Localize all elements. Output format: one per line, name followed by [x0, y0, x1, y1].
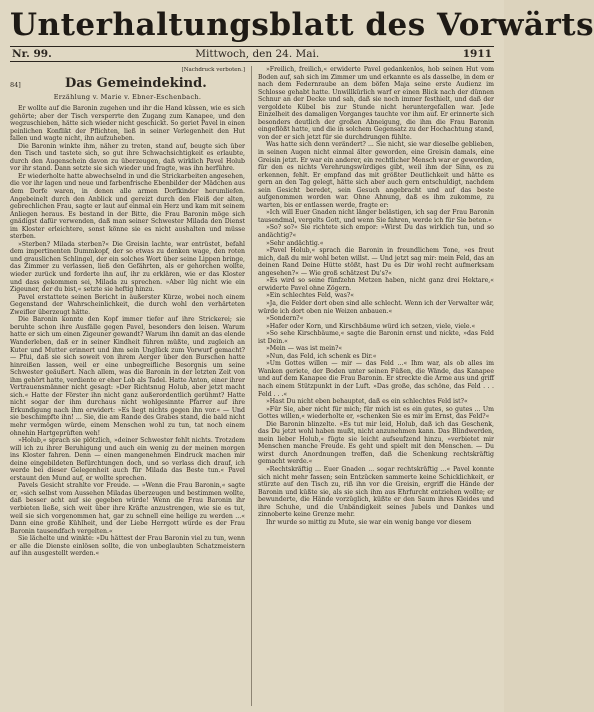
paragraph: Er wollte auf die Baronin zugehen und ihr die Hand küssen, wie es sich gehörte; aber der Tisch versperrte den Zugang zum Kanapee, und den wegzuschieben, hätte sich wieder nicht geschickt. So geriet Pavel in einen peinlichen Konflikt der Pflichten, ließ in seiner Verlegenheit den Hut fallen und wagte nicht, ihn aufzuheben.: [10, 105, 245, 143]
right-column: [252, 66, 494, 706]
paragraph: »So? so?« Sie richtete sich empor: »Wirst Du das wirklich tun, und so andächtig?«: [258, 224, 494, 240]
paragraph: Pavel erstattete seinen Bericht in äußerster Kürze, wobei noch einem Gegenstand der Wahrscheinlichkeit, die durch wohl den verhärteten Zweifler überzeugt hätte.: [10, 293, 245, 316]
paragraph: »Ein schlechtes Feld, was?«: [266, 292, 354, 300]
paragraph: »Hast Du nicht eben behauptet, daß es ein schlechtes Feld ist?«: [266, 398, 468, 406]
story-subtitle: Erzählung v. Marie v. Ebner-Eschenbach.: [53, 93, 202, 101]
paragraph: »Nun, das Feld, ich schenk es Dir.«: [266, 352, 377, 360]
left-column: [10, 66, 252, 706]
story-title: Das Gemeindekind.: [65, 76, 207, 91]
paragraph: »Sterben? Milada sterben?« Die Greisin lachte, war entrüstet, befahl dem impertinenten Dummkopf, der so etwas zu denken wage, den roten und grauslichen Schlingel, der ein solches Wort über seine Lippen bringe, das Zimmer zu verlassen, ließ den Gefährten, als er gehorchen wollte, wieder zurück und forderte ihn auf, ihr zu erklären, wie er das Kloster und dass gekommen sei, Milada zu sprechen. »Aber lüg nicht wie ein Zigeuner, der du bist,« setzte sie heftig hinzu.: [10, 240, 245, 294]
paragraph: »Für Sie, aber nicht für mich; für mich ist es ein gutes, so gutes ... Um Gottes willen,« wiederholte er, »schenken Sie es mir im Ernst, das Feld?«: [258, 405, 494, 421]
paragraph: »Mein — was ist mein?«: [266, 345, 343, 353]
paragraph: Die Baronin blinzelte. »Es tut mir leid, Holub, daß ich das Geschenk, das Du jetzt wohl haben mußt, nicht anzunehmen kann. Das Blindwerden, mein lieber Holub,« fügte sie leicht aufseufzend hinzu, »verbietet mir Menschen manche Freude. Es geht und spielt mit den Menschen. — Du wirst durch Anordnungen treffen, daß die Schenkung rechtskräftig gemacht werde.«: [258, 420, 494, 466]
article-columns: [10, 66, 494, 706]
paragraph: »Hafer oder Korn, und Kirschbäume würd ich setzen, viele, viele.«: [266, 322, 476, 330]
episode-number: 84]: [10, 81, 21, 89]
paragraph: »Pavel Holub,« sprach die Baronin in freundlichem Tone, »es freut mich, daß du mir wohl beten willst. — Und jetzt sag mir: mein Feld, das an deinen Rand Deine Hütte stößt, hast Du es Dir wohl recht aufmerksam angesehen?« — Wie groß schätzest Du's?«: [258, 247, 494, 277]
paragraph: »Ich will Euer Gnaden nicht länger belästigen, ich sag der Frau Baronin tausendmal, vergelts Gott, und wenn Sie fahren, werde ich für Sie beten.«: [258, 209, 494, 224]
reprint-notice: [Nachdruck verboten.]: [181, 67, 245, 73]
paragraph: Was hatte sich denn verändert? ... Sie nicht, sie war dieselbe geblieben, in seinen Augen nicht einmal älter geworden, eine Greisin damals, eine Greisin jetzt. Er war ein anderer, ein rechtlicher Mensch war er geworden, für den es nichts Verehrungswürdiges gibt, weil ihm der Sinn, es zu erkennen, fehlt. Er empfand das mit größter Deutlichkeit und hätte es gern an den Tag gelegt, hätte sich aber auch gern entschuldigt, nachdem sein Gesicht beredet, sein Gesuch angebracht und auf das beste aufgenommen worden war. Ohne Ahnung, daß es ihm zukomme, zu warten, bis er entlassen werde, fragte er:: [258, 141, 494, 209]
paragraph: Er wiederholte hatte abwechselnd in und die Strickarbeiten angesehen, die vor ihr lagen und neue und farbenfrische Ebenbilder der Mädchen aus dem Dorfe waren, in denen alle armen Dorfkinder herumliefen. Angebeinelt durch den Anblick und gereizt durch den Fleiß der alten, gebrechlichen Frau, sagte er laut auf einmal ein Herz und kam mit seinem Anliegen heraus. Es bestand in der Bitte, die Frau Baronin möge sich gnädigst dafür verwenden, daß man seiner Schwester Milada den Dienst im Kloster erleichtere, sonst könne sie es nicht aushalten und müsse sterben.: [10, 172, 245, 241]
paragraph: »So sehe Kirschbäume,« sagte die Baronin ernst und nickte, »das Feld ist Dein.«: [258, 330, 494, 345]
paragraph: »Sondern?«: [266, 315, 304, 323]
issue-year: 1911: [462, 48, 492, 60]
paragraph: Sie lächelte und winkte: »Du hättest der Frau Baronin viel zu tun, wenn er alle die Dienste einlösen sollte, die von unbeglaubten Schatzmeistern auf ihn ausgestellt werden.«: [10, 535, 245, 558]
paragraph: »Sehr andächtig.«: [266, 239, 324, 247]
paragraph: »Um Gottes willen — mir — das Feld ...« Ihm war, als ob alles im Wanken geriete, der Boden unter seinen Füßen, die Wände, das Kanapee und auf dem Kanapee die Frau Baronin. Er streckte die Arme aus und griff nach einem Stützpunkt in der Luft. »Das große, das schöne, das Feld . . . Feld . . .«: [258, 360, 494, 398]
title-row: [10, 76, 245, 92]
issue-number: Nr. 99.: [12, 48, 52, 60]
paragraph: »Freilich, freilich,« erwiderte Pavel gedankenlos, hob seinen Hut vom Boden auf, sah sich im Zimmer um und erkannte es als dasselbe, in dem er nach dem Federnraube an dem böfen Maja seine erste Audienz im Schlosse gehabt hatte. Unwillkürlich warf er einen Blick nach der dünnen Schnur an der Decke und sah, daß sie noch immer festhielt, und daß der vergoldete Kübel bis zur Stunde nicht heruntergefallen war. Jede Einzelheit des damaligen Vorganges tauchte vor ihm auf. Er erinnerte sich besonders deutlich der großen Abneigung, die ihm die Frau Baronin eingeflößt hatte, und die in solchem Gegensatz zu der Hochachtung stand, von der er sich jetzt für sie durchdrungen fühlte.: [258, 66, 495, 141]
paragraph: »Es wird so seine fünfzehn Metzen haben, nicht ganz drei Hektare,« erwiderte Pavel ohne Zögern.: [258, 277, 494, 292]
paragraph: Die Baronin konnte den Kopf immer tiefer auf ihre Strickerei; sie beruhte schon ihre Ausfälle gegen Pavel, besonders den leisen. Warum hatte er sich um einen Zigeuner gewandt? Warum ihn damit an das elende Wanderleben, daß er in seiner Kindheit führen müßte, und zugleich an Kuter und Mutter erinnert und ihm sein Unglück zum Vorwurf gemacht? — Pfui, daß sie sich soweit von ihrem Aerger über den Burschen hatte hinreißen lassen, weil er eine unbegreifliche Besorgnis um seine Schwester geäußert. Nach allem, was die Baronin in der letzten Zeit von ihm gehört hatte, verdiente er eher Lob als Tadel. Hatte Anton, einer ihrer Vertrauensmänner nicht gesagt: »Der Richtsnug Holub, aber jetzt macht sich.« Hatte der Förster ihn nicht ganz außerordentlich gerühmt? Hatte nicht sogar der ihm durchaus nicht wohlgesinnte Pfarrer auf ihre Erkundigung nach ihm erwidert: »Es liegt nichts gegen ihn vor.« — Und sie beschimpfte ihn! ... Sie, die am Rande des Grabes stand, die bald nicht mehr vermögen würde, einem Menschen wohl zu tun, tat noch einem ohnehin Hartgeprüften weh!: [10, 316, 245, 437]
masthead: Unterhaltungsblatt des Vorwärts: [10, 7, 594, 43]
paragraph: »Rechtskräftig ... Euer Gnaden ... sogar rechtskräftig ...« Pavel konnte sich nicht mehr fassen; sein Entzücken sammerte keine Schicklichkeit, er stürzte auf den Tisch zu, riß ihn vor die Greisin, ergriff die Hände der Baronin und küßte sie, als sie sich ihm aus Ehrfurcht entziehen wollte; er bewunderte, die Hände vorzüglich, küßte er den Saum ihres Kleides und ihre Schuhe, und die Unbändigkeit seines Jubels und Dankes und zinnoberte keine Grenze mehr.: [258, 465, 494, 519]
paragraph: »Ja, die Felder dort oben sind alle schlecht. Wenn ich der Verwalter wär, würde ich dort oben nie Weizen anbauen.«: [258, 299, 494, 315]
paragraph: Die Baronin winkte ihm, näher zu treten, stand auf, beugte sich über den Tisch und tastete sich, so gut ihre Schwachsichtigkeit es erlaubte, durch den Augenschein davon zu überzeugen, daß wirklich Pavel Holub vor ihr stand. Dann setzte sie sich wieder und fragte, was ihn herführe.: [10, 142, 245, 173]
paragraph: »Holub,« sprach sie plötzlich, »deiner Schwester fehlt nichts. Trotzdem will ich zu ihrer Beruhigung und auch ein wenig zu der meinen morgen ins Kloster fahren. Denn — einen mangenehmen Eindruck machen mir deine eingebildeten Befürchtungen doch, und so verlass dich drauf, ich werde bei dieser Gelegenheit auch für Milada das Beste tun.« Pavel erstaunt den Mund auf, er wollte sprechen.: [10, 437, 245, 482]
paragraph: Pavels Gesicht strahlte vor Freude. — »Wenn die Frau Baronin,« sagte er, »sich selbst vom Aussehen Miladas überzeugen und bestimmen wollte, daß besser acht auf sie gegeben würde! Wenn die Frau Baronin ihr verbieten ließe, sich weit über ihre Kräfte anzustrengen, wie sie es tut, weil sie sich vorgenommen hat, gar zu schnell eine heilige zu werden ...« Dann eine große Kühlheit, und der Liebe Herrgott würde es der Frau Baronin tausendfach vergelten.«: [10, 482, 245, 535]
issue-date: Mittwoch, den 24. Mai.: [195, 48, 320, 60]
dateline: [10, 46, 494, 62]
paragraph: Ihr wurde so mittig zu Mute, sie war ein wenig bange vor diesem: [266, 518, 472, 526]
